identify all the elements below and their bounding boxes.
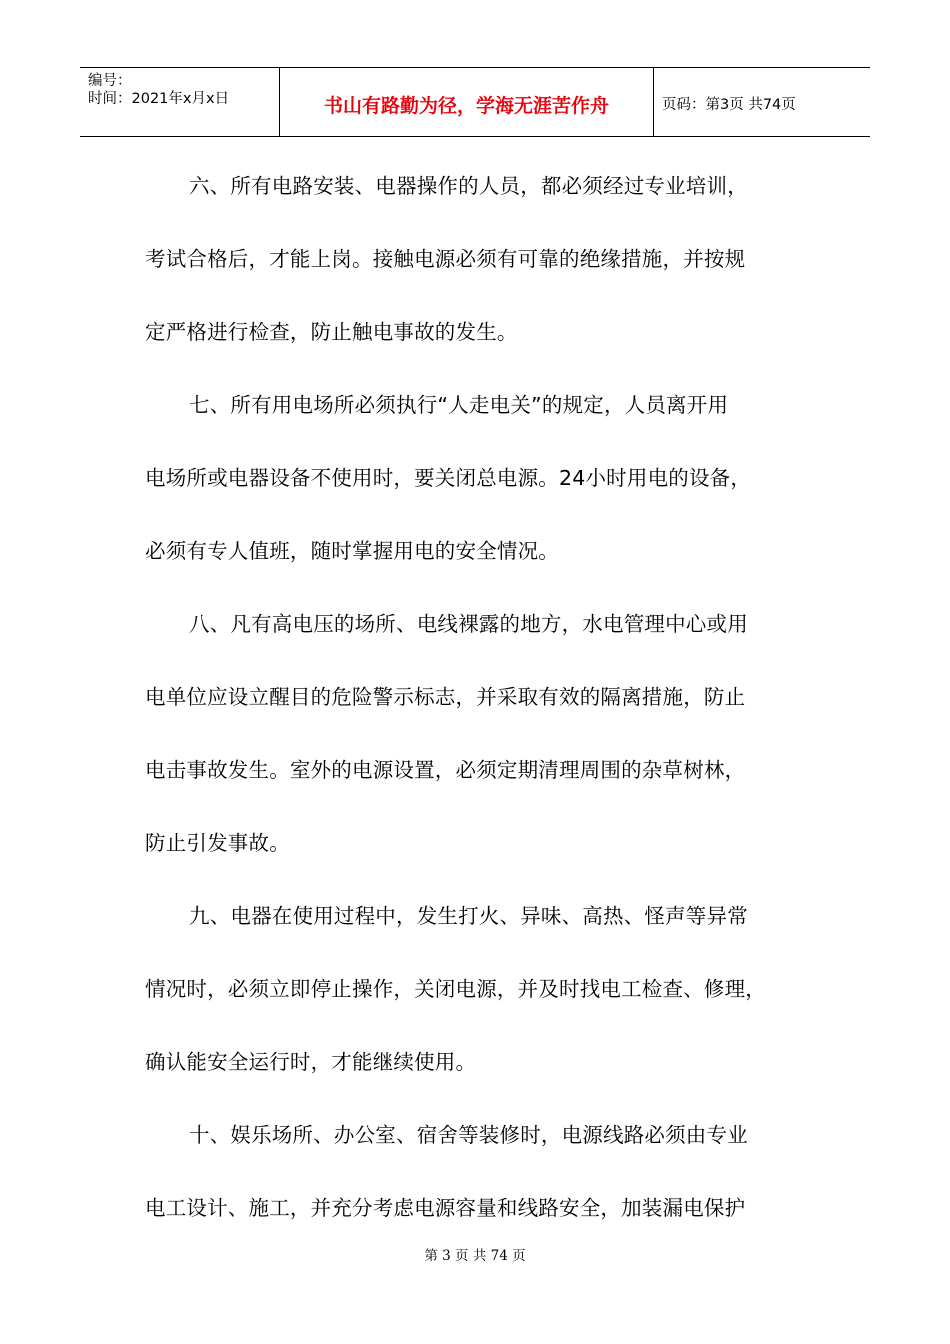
body-line: 电场所或电器设备不使用时，要关闭总电源。24小时用电的设备，: [145, 466, 752, 490]
body-line: 防止引发事故。: [145, 831, 290, 855]
header-motto: 书山有路勤为径，学海无涯苦作舟: [280, 68, 654, 136]
body-line: 定严格进行检查，防止触电事故的发生。: [145, 320, 518, 344]
header-meta: [80, 68, 280, 136]
body-line: 情况时，必须立即停止操作，关闭电源，并及时找电工检查、修理，: [145, 977, 766, 1001]
body-line: 电击事故发生。室外的电源设置，必须定期清理周围的杂草树林，: [145, 758, 746, 782]
document-body: [145, 150, 825, 1245]
document-header: [80, 67, 870, 137]
document-number-label: 编号：: [88, 73, 132, 89]
page-footer: [0, 1244, 950, 1264]
body-line: 七、所有用电场所必须执行“人走电关”的规定，人员离开用: [189, 393, 729, 417]
body-line: 必须有专人值班，随时掌握用电的安全情况。: [145, 539, 559, 563]
body-line: 电单位应设立醒目的危险警示标志，并采取有效的隔离措施，防止: [145, 685, 746, 709]
body-line: 八、凡有高电压的场所、电线裸露的地方，水电管理中心或用: [189, 612, 748, 636]
body-line: 确认能安全运行时，才能继续使用。: [145, 1050, 477, 1074]
body-line: 电工设计、施工，并充分考虑电源容量和线路安全，加装漏电保护: [145, 1196, 746, 1220]
body-line: 考试合格后，才能上岗。接触电源必须有可靠的绝缘措施，并按规: [145, 247, 746, 271]
body-line: 十、娱乐场所、办公室、宿舍等装修时，电源线路必须由专业: [189, 1123, 748, 1147]
body-line: 九、电器在使用过程中，发生打火、异味、高热、怪声等异常: [189, 904, 748, 928]
document-date: 时间：2021年x月x日: [88, 91, 230, 107]
header-page-info: 页码：第3页 共74页: [662, 96, 796, 113]
body-line: 六、所有电路安装、电器操作的人员，都必须经过专业培训，: [189, 174, 748, 198]
footer-page-number: 第 3 页 共 74 页: [424, 1248, 526, 1264]
